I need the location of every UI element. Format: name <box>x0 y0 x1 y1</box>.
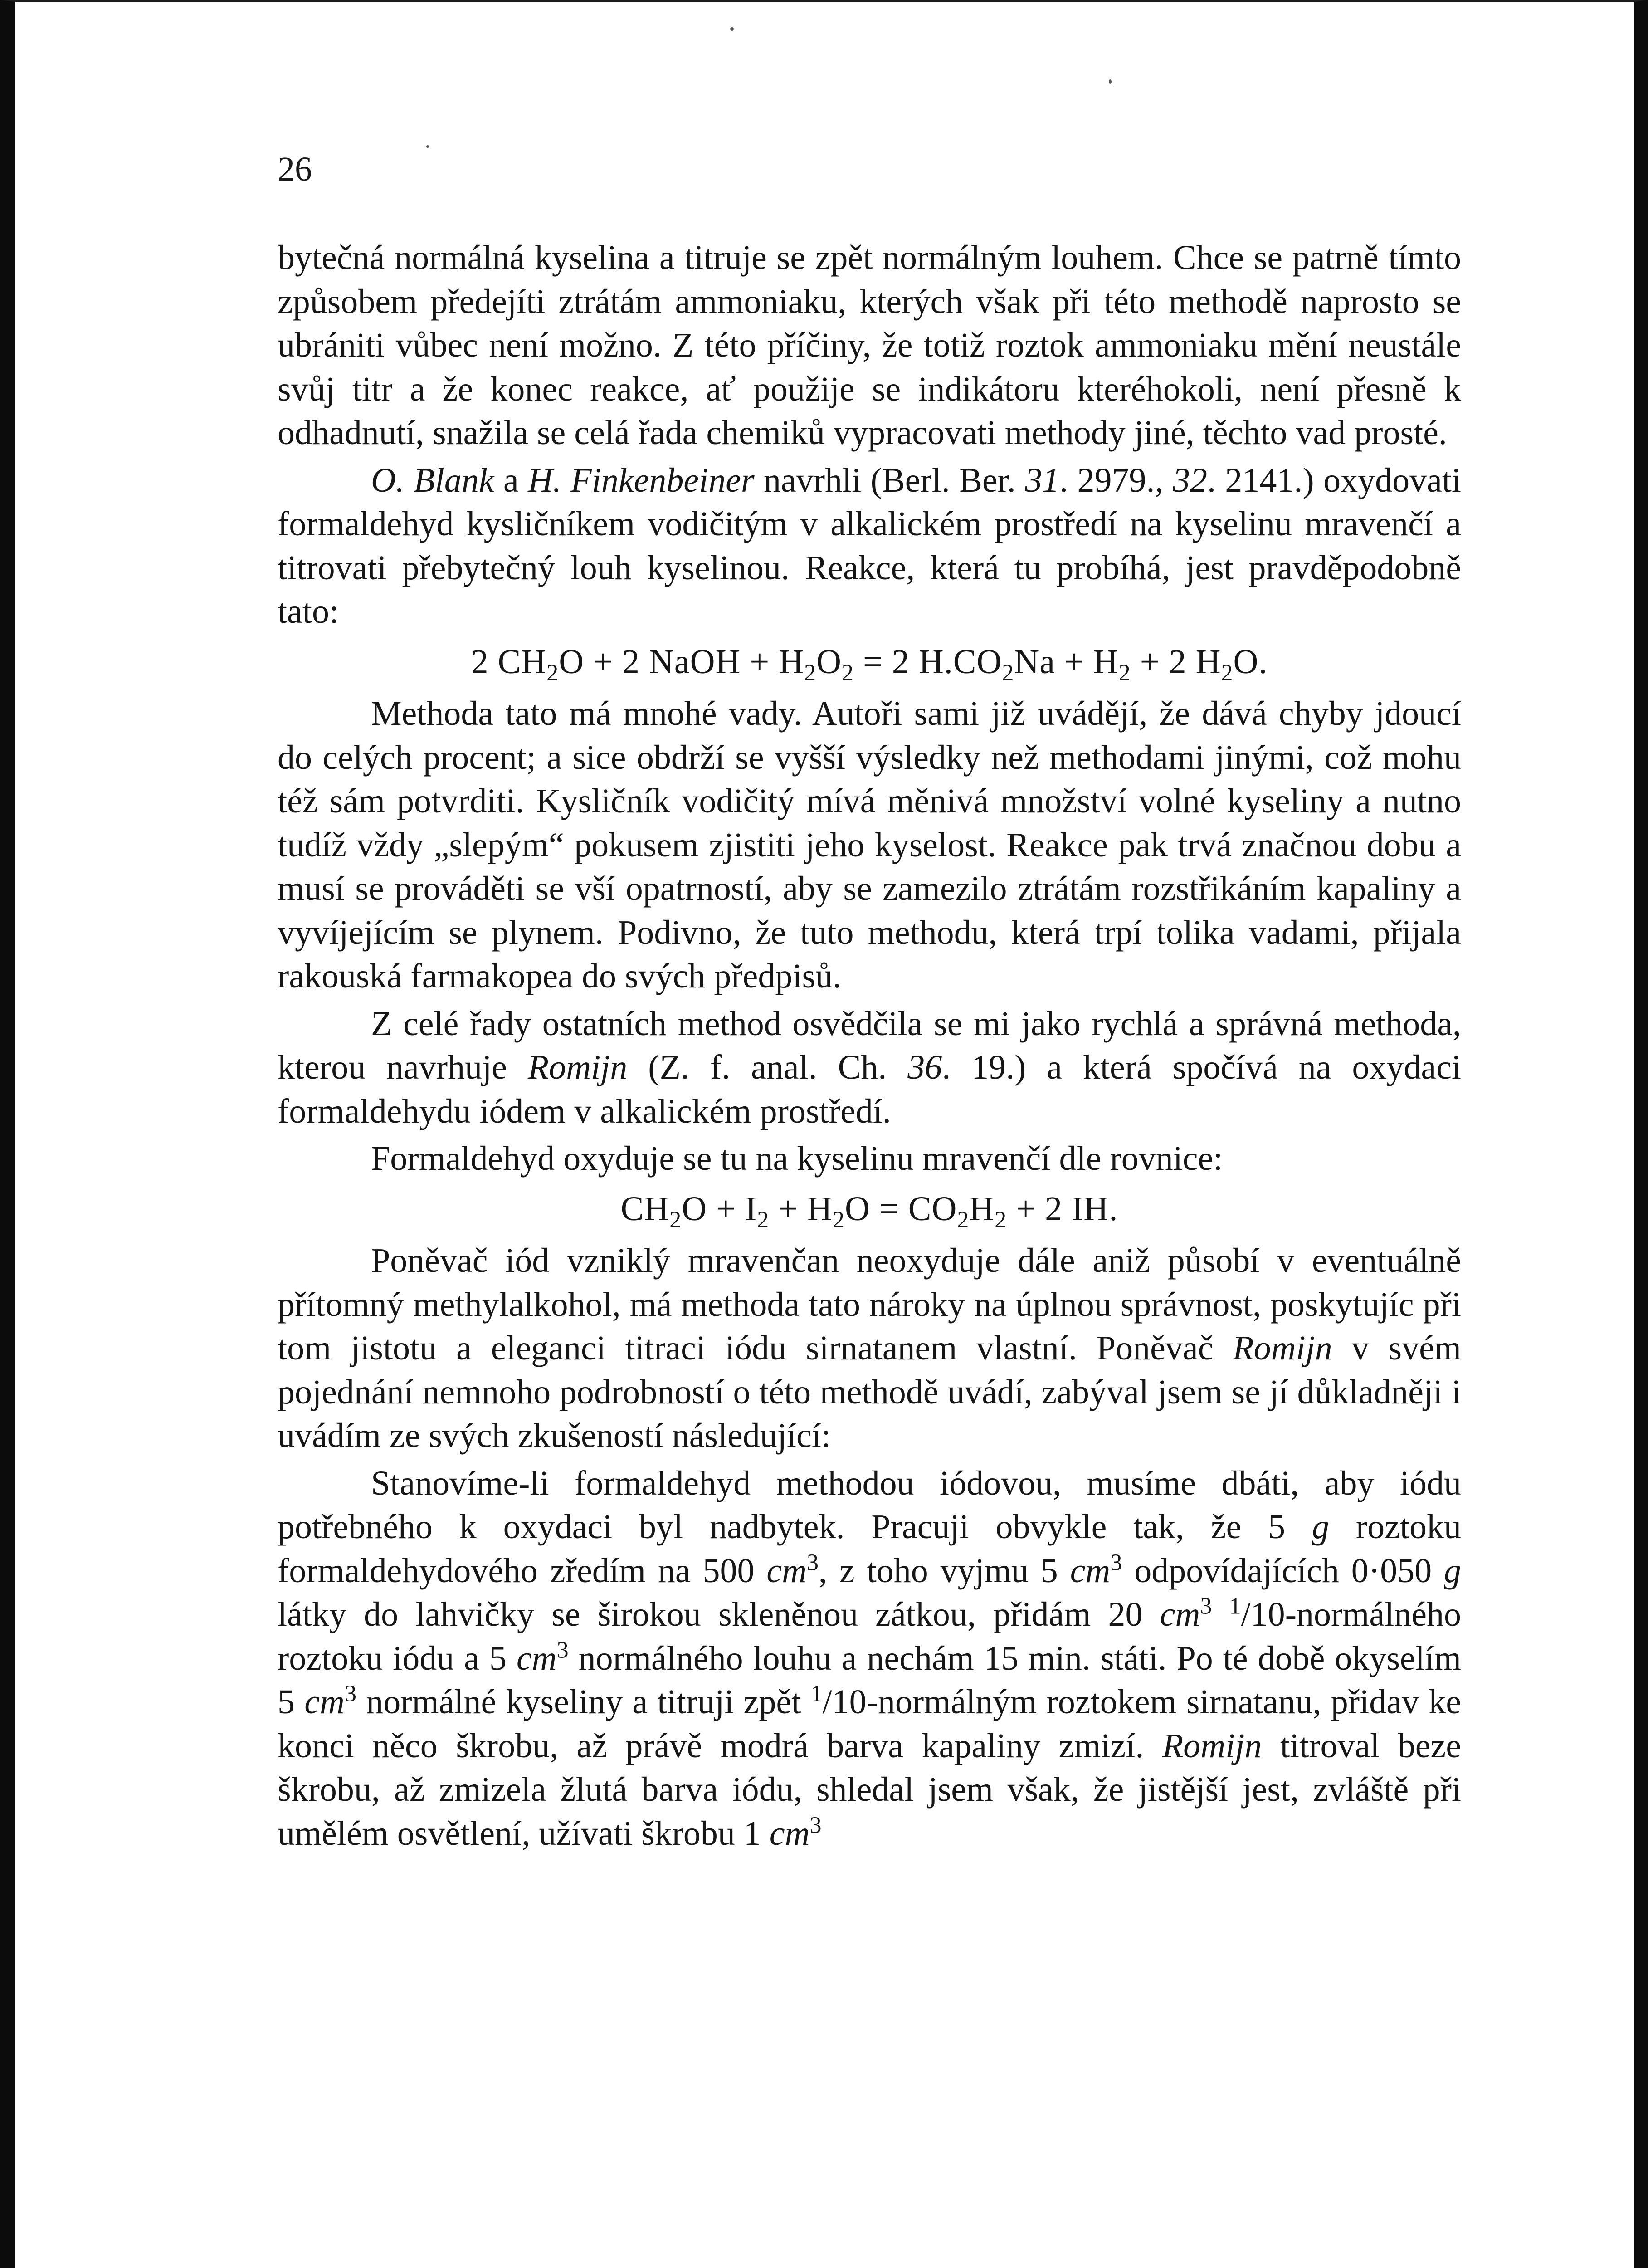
author-romijn: Romijn <box>527 1048 628 1086</box>
eq-subscript: 2 <box>995 1207 1007 1233</box>
unit-cm: cm <box>769 1814 810 1853</box>
text-fragment: . 2141.) oxydovati formaldehyd kysličníkem vodičitým v alkalickém prostředí na kyselinu mravenčí a titrovati přebytečný louh kyselinou. Reakce, která tu probíhá, jest pravděpodobně tato: <box>278 461 1462 631</box>
eq-part: O. <box>1233 642 1268 681</box>
equation-2 <box>278 1187 1461 1231</box>
author-finkenbeiner: H. Finkenbeiner <box>528 461 755 499</box>
text-fragment: . 19.) a která spočívá na oxydaci formaldehydu iódem v alkalickém prostředí. <box>278 1048 1461 1130</box>
paragraph-4 <box>278 1002 1461 1134</box>
text-fragment: v svém pojednání nemnoho podrobností o této methodě uvádí, zabýval jsem se jí důkladněji i uvádím ze svých zkušeností následující: <box>278 1329 1461 1455</box>
author-blank: O. Blank <box>371 461 494 499</box>
paragraph-2 <box>278 459 1461 634</box>
text-fragment: -normálného roztoku iódu a 5 <box>278 1595 1461 1677</box>
unit-cm: cm <box>1160 1595 1200 1633</box>
unit-cm: cm <box>304 1683 345 1721</box>
eq-subscript: 2 <box>833 1207 845 1233</box>
eq-subscript: 2 <box>804 660 817 686</box>
eq-part: + 2 IH. <box>1007 1189 1118 1228</box>
scan-speck <box>730 27 734 31</box>
volume-number: 32 <box>1172 461 1207 499</box>
eq-part: Na + H <box>1014 642 1119 681</box>
fraction-numerator: 1 <box>1229 1593 1241 1619</box>
text-fragment: . 2979., <box>1059 461 1173 499</box>
scan-speck <box>426 145 429 148</box>
volume-number: 31 <box>1025 461 1060 499</box>
eq-subscript: 2 <box>1002 660 1014 686</box>
text-fragment: Poněvač iód vzniklý mravenčan neoxyduje dále aniž působí v eventuálně přítomný methylalkohol, má methoda tato nároky na úplnou správnost, poskytujíc při tom jistotu a eleganci titraci iódu sirnatanem vlastní. Poněvač <box>278 1242 1461 1367</box>
text-fragment: normálného louhu a nechám 15 min. státi. Po té době okyselím 5 <box>278 1639 1461 1721</box>
text-fragment: a <box>494 461 528 499</box>
eq-subscript: 2 <box>546 660 559 686</box>
author-romijn: Romijn <box>1162 1726 1262 1765</box>
text-fragment: Stanovíme-li formaldehyd methodou iódovou, musíme dbáti, aby iódu potřebného k oxydaci byl nadbytek. Pracuji obvykle tak, že 5 <box>278 1464 1461 1546</box>
unit-exponent: 3 <box>556 1637 569 1663</box>
paragraph-7 <box>278 1461 1461 1856</box>
eq-part: CH <box>620 1189 670 1228</box>
fraction-numerator: 1 <box>810 1681 823 1707</box>
fraction-denominator: /10 <box>822 1683 867 1721</box>
unit-cm: cm <box>766 1551 807 1590</box>
unit-cm: cm <box>516 1639 557 1677</box>
eq-subscript: 2 <box>957 1207 970 1233</box>
equation-1 <box>278 640 1461 684</box>
unit-exponent: 3 <box>1200 1593 1212 1619</box>
text-fragment: , z toho vyjmu 5 <box>819 1551 1070 1590</box>
scan-speck <box>1109 79 1112 84</box>
unit-exponent: 3 <box>1110 1549 1122 1576</box>
unit-exponent: 3 <box>809 1812 822 1838</box>
body-text <box>278 236 1461 1855</box>
text-fragment: látky do lahvičky se širokou skleněnou zátkou, přidám 20 <box>278 1595 1160 1633</box>
text-fragment: navrhli (Berl. Ber. <box>754 461 1025 499</box>
eq-subscript: 2 <box>669 1207 682 1233</box>
text-fragment: titroval beze škrobu, až zmizela žlutá barva iódu, shledal jsem však, že jistější jest, zvláště při umělém osvětlení, užívati škrobu 1 <box>278 1726 1462 1853</box>
page-number: 26 <box>278 150 312 188</box>
author-romijn: Romijn <box>1233 1329 1332 1367</box>
paragraph-5: Formaldehyd oxyduje se tu na kyselinu mravenčí dle rovnice: <box>371 1139 1223 1178</box>
text-fragment: odpovídajících 0·050 <box>1122 1551 1444 1590</box>
eq-part: O + 2 NaOH + H <box>559 642 804 681</box>
eq-part: + H <box>769 1189 833 1228</box>
eq-part: H <box>969 1189 995 1228</box>
eq-part: O + I <box>682 1189 757 1228</box>
text-fragment: roztoku formaldehydového zředím na 500 <box>278 1508 1461 1590</box>
unit-exponent: 3 <box>807 1549 819 1576</box>
eq-subscript: 2 <box>757 1207 770 1233</box>
unit-exponent: 3 <box>344 1681 356 1707</box>
unit-gram: g <box>1444 1551 1462 1590</box>
eq-part: = 2 H.CO <box>854 642 1002 681</box>
eq-part: 2 CH <box>471 642 547 681</box>
eq-part: O <box>816 642 842 681</box>
eq-subscript: 2 <box>1118 660 1131 686</box>
eq-part: O = CO <box>845 1189 957 1228</box>
unit-gram: g <box>1312 1508 1329 1546</box>
volume-number: 36 <box>907 1048 942 1086</box>
eq-subscript: 2 <box>1221 660 1234 686</box>
paragraph-6 <box>278 1239 1461 1458</box>
eq-subscript: 2 <box>842 660 854 686</box>
text-fragment: Z celé řady ostatních method osvědčila se mi jako rychlá a správná methoda, kterou navrhuje <box>278 1004 1461 1086</box>
paragraph-1: bytečná normálná kyselina a titruje se zpět normálným louhem. Chce se patrně tímto způsobem předejíti ztrátám ammoniaku, kterých však při této methodě naprosto se ubrániti vůbec není možno. Z této příčiny, že totiž roztok ammoniaku mění neustále svůj titr a že konec reakce, ať použije se indikátoru kteréhokoli, není přesně k odhadnutí, snažila se celá řada chemiků vypracovati methody jiné, těchto vad prosté. <box>278 239 1461 452</box>
fraction-denominator: /10 <box>1241 1595 1285 1633</box>
text-fragment: (Z. f. anal. Ch. <box>627 1048 908 1086</box>
eq-part: + 2 H <box>1131 642 1221 681</box>
text-fragment: -normálným roztokem sirnatanu, přidav ke konci něco škrobu, až právě modrá barva kapaliny zmizí. <box>278 1683 1462 1765</box>
text-fragment: normálné kyseliny a titruji zpět <box>356 1683 811 1721</box>
paragraph-3: Methoda tato má mnohé vady. Autoři sami již uvádějí, že dává chyby jdoucí do celých procent; a sice obdrží se vyšší výsledky než methodami jinými, což mohu též sám potvrditi. Kysličník vodičitý mívá měnivá množství volné kyseliny a nutno tudíž vždy „slepým“ pokusem zjistiti jeho kyselost. Reakce pak trvá značnou dobu a musí se prováděti se vší opatrností, aby se zamezilo ztrátám rozstřikáním kapaliny a vyvíjejícím se plynem. Podivno, že tuto methodu, která trpí tolika vadami, přijala rakouská farmakopea do svých předpisů. <box>278 694 1461 995</box>
unit-cm: cm <box>1070 1551 1111 1590</box>
